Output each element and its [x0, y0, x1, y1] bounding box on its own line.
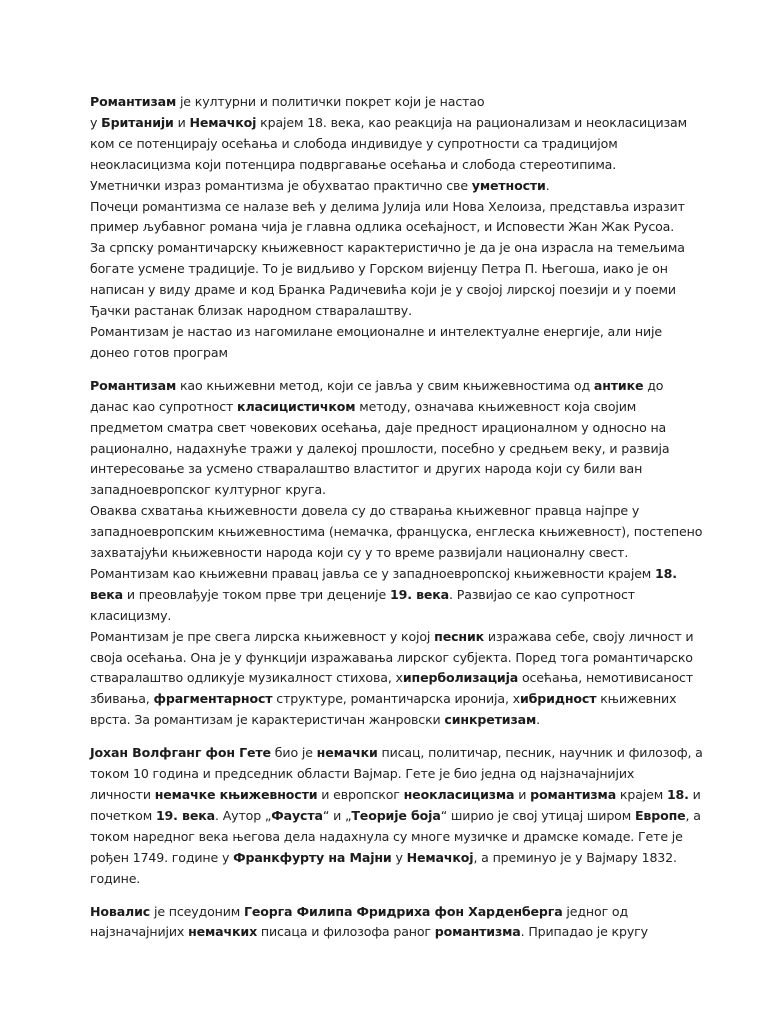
bold-term: антике	[593, 377, 644, 393]
text-run: личности	[90, 787, 155, 802]
text-run: написан у виду драме и код Бранка Радичевића који је у својој лирској поезији и у поеми	[90, 282, 676, 298]
bold-term: иперболизација	[402, 670, 519, 686]
text-line	[90, 648, 693, 669]
text-run: Уметнички израз романтизма је обухватао практично све	[90, 177, 472, 193]
text-run: године.	[90, 870, 141, 886]
text-run: књижевних	[596, 691, 677, 707]
bold-term: 18.	[655, 565, 677, 581]
text-run: класицизму.	[90, 607, 172, 623]
text-run: . Припадао је кругу	[520, 924, 648, 940]
text-run: ком се потенцирају осећања и слобода индивидуе у супротности са традицијом	[90, 135, 618, 151]
text-line	[90, 459, 686, 480]
text-line	[90, 827, 686, 848]
text-line	[90, 869, 686, 890]
text-run: до	[643, 377, 664, 393]
text-line	[90, 480, 686, 501]
text-run: стваралаштво одликује музикалност стихова, х	[90, 670, 403, 686]
text-run: најзначајнијих	[90, 924, 189, 940]
bold-term: Немачкој	[406, 849, 474, 865]
document-body	[90, 92, 703, 955]
text-run: био је	[270, 745, 317, 761]
bold-term: класицистичком	[237, 398, 356, 414]
text-run: Оваква схватања књижевности довела су до стварања књижевног правца најпре у	[90, 503, 640, 519]
bold-term: Теорије боја	[351, 807, 441, 823]
text-line	[90, 785, 701, 806]
text-line	[90, 280, 686, 301]
text-line	[90, 543, 686, 564]
text-run: током наредног века његова дела надахнула су многе музичке и драмске комаде. Гете је	[90, 828, 683, 844]
bold-term: Романтизам	[90, 94, 177, 109]
bold-term: синкретизам	[444, 712, 537, 728]
text-run: западноевропског културног круга.	[90, 482, 326, 498]
text-run: пример љубавног романа чија је главна одлика осећајност, и Исповести Жан Жак Русоа.	[90, 219, 675, 235]
text-line	[90, 134, 686, 155]
text-run: .	[536, 712, 540, 728]
text-line	[90, 522, 703, 543]
text-line	[90, 217, 686, 238]
bold-term: неокласицизма	[403, 787, 515, 802]
text-run: предметом сматра свет човекових осећања, даје предност ирационалном у односно на	[90, 419, 667, 435]
text-run: Романтизам као књижевни правац јавља се у западноевропској књижевности крајем	[90, 565, 656, 581]
text-run: је псеудоним	[150, 903, 244, 919]
text-run: почетком	[90, 807, 156, 823]
text-run: Романтизам је настао из нагомилане емоционалне и интелектуалне енергије, али није	[90, 323, 662, 339]
bold-term: Европе	[634, 807, 686, 823]
text-line	[90, 564, 686, 585]
text-line	[90, 902, 686, 923]
text-run: писац, политичар, песник, научник и филозоф, а	[377, 745, 703, 761]
paragraph-1	[90, 92, 686, 364]
text-line	[90, 743, 703, 764]
text-line	[90, 848, 686, 869]
text-run: .	[545, 177, 550, 193]
text-run: донео готов програм	[90, 344, 228, 360]
text-run: , а преминуо је у Вајмару 1832.	[473, 849, 677, 865]
text-run: данас као супротност	[90, 398, 238, 414]
text-run: своја осећања. Она је у функцији изражавања лирског субјекта. Поред тога романтичарско	[90, 649, 693, 665]
bold-term: романтизма	[530, 787, 617, 802]
text-run: врста. За романтизам је карактеристичан жанровски	[90, 712, 445, 728]
text-run: рационално, надахнуће тражи у далекој прошлости, посебно у средњем веку, и развија	[90, 440, 670, 456]
text-run: , а	[685, 807, 701, 823]
text-line	[90, 176, 686, 197]
text-run: западноевропским књижевностима (немачка, француска, енглеска књижевност), постепено	[90, 524, 703, 540]
text-line	[90, 439, 686, 460]
text-line	[90, 92, 686, 113]
text-line	[90, 343, 686, 364]
text-line	[90, 689, 686, 710]
text-run: изражава себе, своју личност и	[484, 628, 694, 644]
bold-term: Фауста	[271, 807, 323, 823]
text-line	[90, 668, 694, 689]
text-line	[90, 606, 686, 627]
text-run: и преовлађује током прве три деценије	[122, 586, 390, 602]
text-line	[90, 418, 686, 439]
text-line	[90, 710, 686, 731]
bold-term: 18.	[666, 787, 689, 802]
text-run: богате усмене традиције. То је видљиво у Горском вијенцу Петра П. Његоша, иако је он	[90, 261, 668, 277]
text-run: писаца и филозофа раног	[257, 924, 435, 940]
bold-term: Новалис	[90, 903, 151, 919]
bold-term: Јохан Волфганг фон Гете	[90, 745, 271, 761]
text-line	[90, 922, 686, 943]
text-line	[90, 585, 686, 606]
bold-term: 19. века	[389, 586, 450, 602]
text-line	[90, 806, 701, 827]
bold-term: века	[90, 586, 123, 602]
bold-term: немачки	[316, 745, 378, 761]
paragraph-4	[90, 902, 686, 944]
text-run: структуре, романтичарска иронија, х	[272, 691, 520, 707]
bold-term: Немачкој	[189, 114, 257, 130]
text-run: једног од	[562, 903, 629, 919]
text-run: и европског	[317, 787, 404, 802]
bold-term: немачке књижевности	[154, 787, 318, 802]
text-run: интересовање за усмено стваралаштво властитог и других народа који су били ван	[90, 461, 643, 477]
text-run: неокласицизма који потенцира подвргавање осећања и слобода стереотипима.	[90, 156, 617, 172]
text-run: у	[391, 849, 407, 865]
text-line	[90, 197, 686, 218]
text-run: и	[173, 114, 190, 130]
bold-term: уметности	[471, 177, 546, 193]
text-run: Ђачки растанак близак народном стваралаштву.	[90, 303, 412, 319]
text-line	[90, 322, 686, 343]
bold-term: фрагментарност	[153, 691, 273, 707]
text-run: током 10 година и председник области Вајмар. Гете је био једна од најзначајнијих	[90, 766, 635, 782]
text-run: “ ширио је свој утицај широм	[440, 807, 635, 823]
text-run: рођен 1749. године у	[90, 849, 234, 865]
bold-term: Романтизам	[90, 377, 177, 393]
text-run: крајем	[616, 787, 667, 802]
text-run: захватајући књижевности народа који су у то време развијали националну свест.	[90, 545, 629, 561]
bold-term: немачких	[188, 924, 258, 940]
text-run: “ и „	[322, 807, 352, 823]
text-line	[90, 397, 686, 418]
text-run: као књижевни метод, који се јавља у свим књижевностима од	[176, 377, 594, 393]
bold-term: Франкфурту на Мајни	[233, 849, 392, 865]
text-line	[90, 301, 686, 322]
paragraph-2	[90, 376, 703, 731]
bold-term: Британији	[101, 114, 174, 130]
text-line	[90, 627, 694, 648]
text-run: Романтизам је пре свега лирска књижевност у којој	[90, 628, 435, 644]
bold-term: романтизма	[434, 924, 521, 940]
text-run: За српску романтичарску књижевност карактеристично је да је она израсла на темељима	[90, 240, 685, 256]
text-run: је културни и политички покрет који је настао	[176, 94, 485, 109]
text-line	[90, 155, 686, 176]
text-run: . Аутор „	[215, 807, 272, 823]
text-run: Почеци романтизма се налазе већ у делима Јулија или Нова Хелоиза, представља изразит	[90, 198, 685, 214]
bold-term: Георга Филипа Фридриха фон Харденберга	[243, 903, 563, 919]
text-run: и	[688, 787, 701, 802]
text-line	[90, 376, 686, 397]
bold-term: ибридност	[519, 691, 597, 707]
text-line	[90, 113, 686, 134]
text-run: и	[514, 787, 531, 802]
text-line	[90, 501, 686, 522]
paragraph-3	[90, 743, 703, 889]
bold-term: песник	[434, 628, 485, 644]
text-run: осећања, немотивисаност	[518, 670, 694, 686]
text-run: у	[90, 114, 102, 130]
text-line	[90, 238, 686, 259]
bold-term: 19. века	[155, 807, 215, 823]
text-line	[90, 764, 686, 785]
text-line	[90, 259, 686, 280]
text-run: . Развијао се као супротност	[449, 586, 635, 602]
text-run: методу, означава књижевност која својим	[355, 398, 637, 414]
text-run: збивања,	[90, 691, 154, 707]
text-run: крајем 18. века, као реакција на рационализам и неокласицизам	[256, 114, 687, 130]
